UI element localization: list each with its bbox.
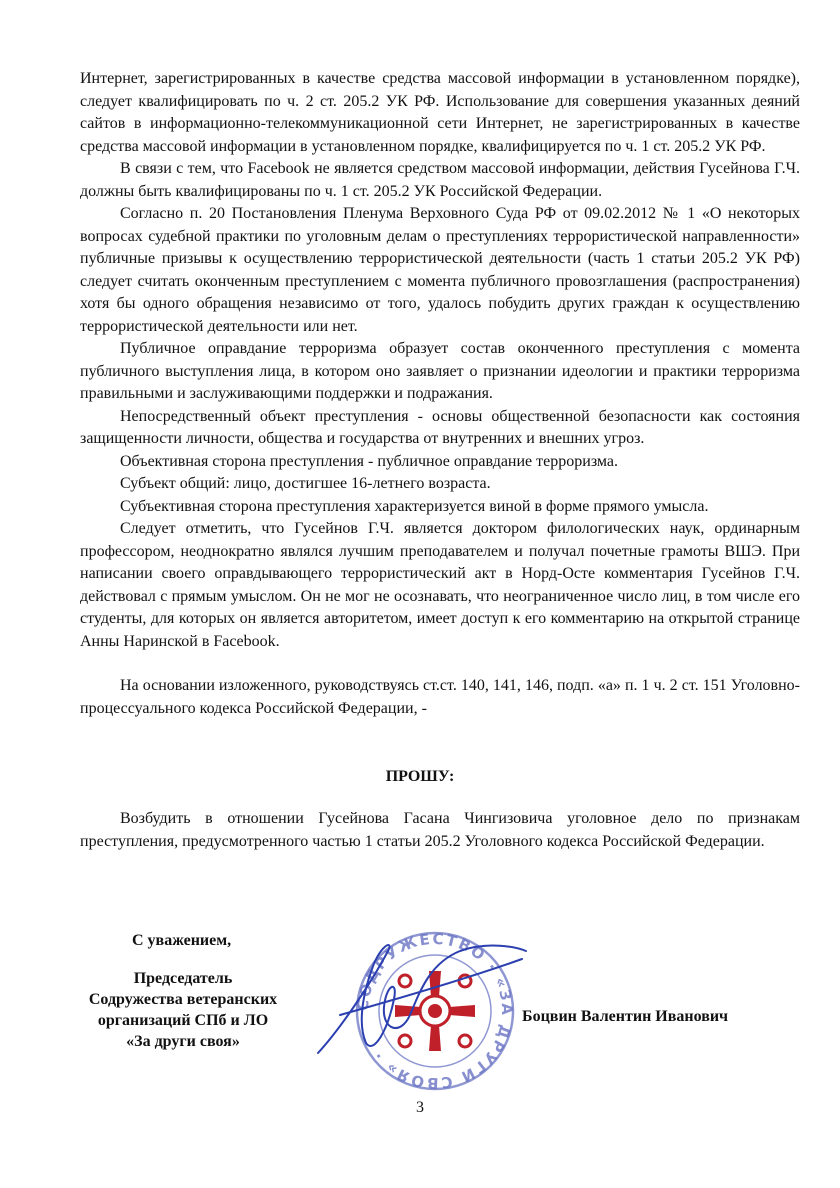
closing-phrase: С уважением,: [132, 932, 232, 949]
role-line: Председатель: [133, 970, 233, 987]
paragraph-subjective-side: Субъективная сторона преступления характеризуется виной в форме прямого умысла.: [120, 497, 709, 515]
paragraph-qualification: Интернет, зарегистрированных в качестве средства массовой информации в установленном порядке), следует квалифицировать по ч. 2 ст. 205.2 УК РФ. Использование для совершения указанных деяний сайтов в информационно-телекоммуникационной сети Интернет, не зарегистрированных в качестве средства массовой информации в установленном порядке, квалифицируется по ч. 1 ст. 205.2 УК РФ.: [80, 70, 800, 155]
paragraph-note: Следует отметить, что Гусейнов Г.Ч. является доктором филологических наук, ординарным профессором, неоднократно являлся лучшим преподавателем и получал почетные грамоты ВШЭ. При написании своего оправдывающего террористический акт в Норд-Осте комментария Гусейнов Г.Ч. действовал с прямым умыслом. Он не мог не осознавать, что неограниченное число лиц, в том числе его студенты, для которых он является авторитетом, имеет доступ к его комментарию на открытой странице Анны Наринской в Facebook.: [80, 520, 800, 650]
paragraph-subject: Субъект общий: лицо, достигшее 16-летнего возраста.: [120, 475, 491, 492]
seal-text: СОДРУЖЕСТВО · «ЗА ДРУГИ СВОЯ» ·: [353, 929, 517, 1093]
paragraph-facebook: В связи с тем, что Facebook не является средством массовой информации, действия Гусейнова Г.Ч. должны быть квалифицированы по ч. 1 ст. 205.2 УК Российской Федерации.: [80, 160, 800, 200]
paragraph-plenum: Согласно п. 20 Постановления Пленума Верховного Суда РФ от 09.02.2012 № 1 «О некоторых вопросах судебной практики по уголовным делам о преступлениях террористической направленности» публичные призывы к осуществлению террористической деятельности (часть 1 статьи 205.2 УК РФ) следует считать оконченным преступлением с момента публичного провозглашения (распространения) хотя бы одного обращения независимо от того, удалось побудить других граждан к осуществлению террористической деятельности или нет.: [80, 205, 800, 335]
page-number: 3: [416, 1099, 424, 1116]
request-title: ПРОШУ:: [385, 768, 455, 785]
document-body: [80, 68, 800, 720]
request-text: Возбудить в отношении Гусейнова Гасана Чингизовича уголовное дело по признакам преступления, предусмотренного частью 1 статьи 205.2 Уголовного кодекса Российской Федерации.: [80, 810, 800, 850]
paragraph-object: Непосредственный объект преступления - основы общественной безопасности как состояния защищенности личности, общества и государства от внутренних и внешних угроз.: [80, 407, 800, 447]
signer-role: [78, 968, 288, 1052]
paragraph-grounds: На основании изложенного, руководствуясь ст.ст. 140, 141, 146, подп. «а» п. 1 ч. 2 ст. 151 Уголовно-процессуального кодекса Российской Федерации, -: [80, 677, 800, 717]
stamp-and-signature: [310, 925, 530, 1095]
role-line: Содружества ветеранских: [88, 991, 278, 1008]
role-line: «За други своя»: [126, 1033, 240, 1050]
paragraph-justification: Публичное оправдание терроризма образует состав оконченного преступления с момента публичного выступления лица, в котором оно заявляет о признании идеологии и практики терроризма правильными и заслуживающими поддержки и подражания.: [80, 340, 800, 402]
role-line: организаций СПб и ЛО: [97, 1012, 269, 1029]
spacer: [80, 653, 800, 675]
signer-name: Боцвин Валентин Иванович: [522, 1008, 729, 1025]
request-section: [80, 808, 800, 853]
seal-emblem: [395, 971, 475, 1051]
paragraph-objective-side: Объективная сторона преступления - публичное оправдание терроризма.: [120, 452, 619, 470]
